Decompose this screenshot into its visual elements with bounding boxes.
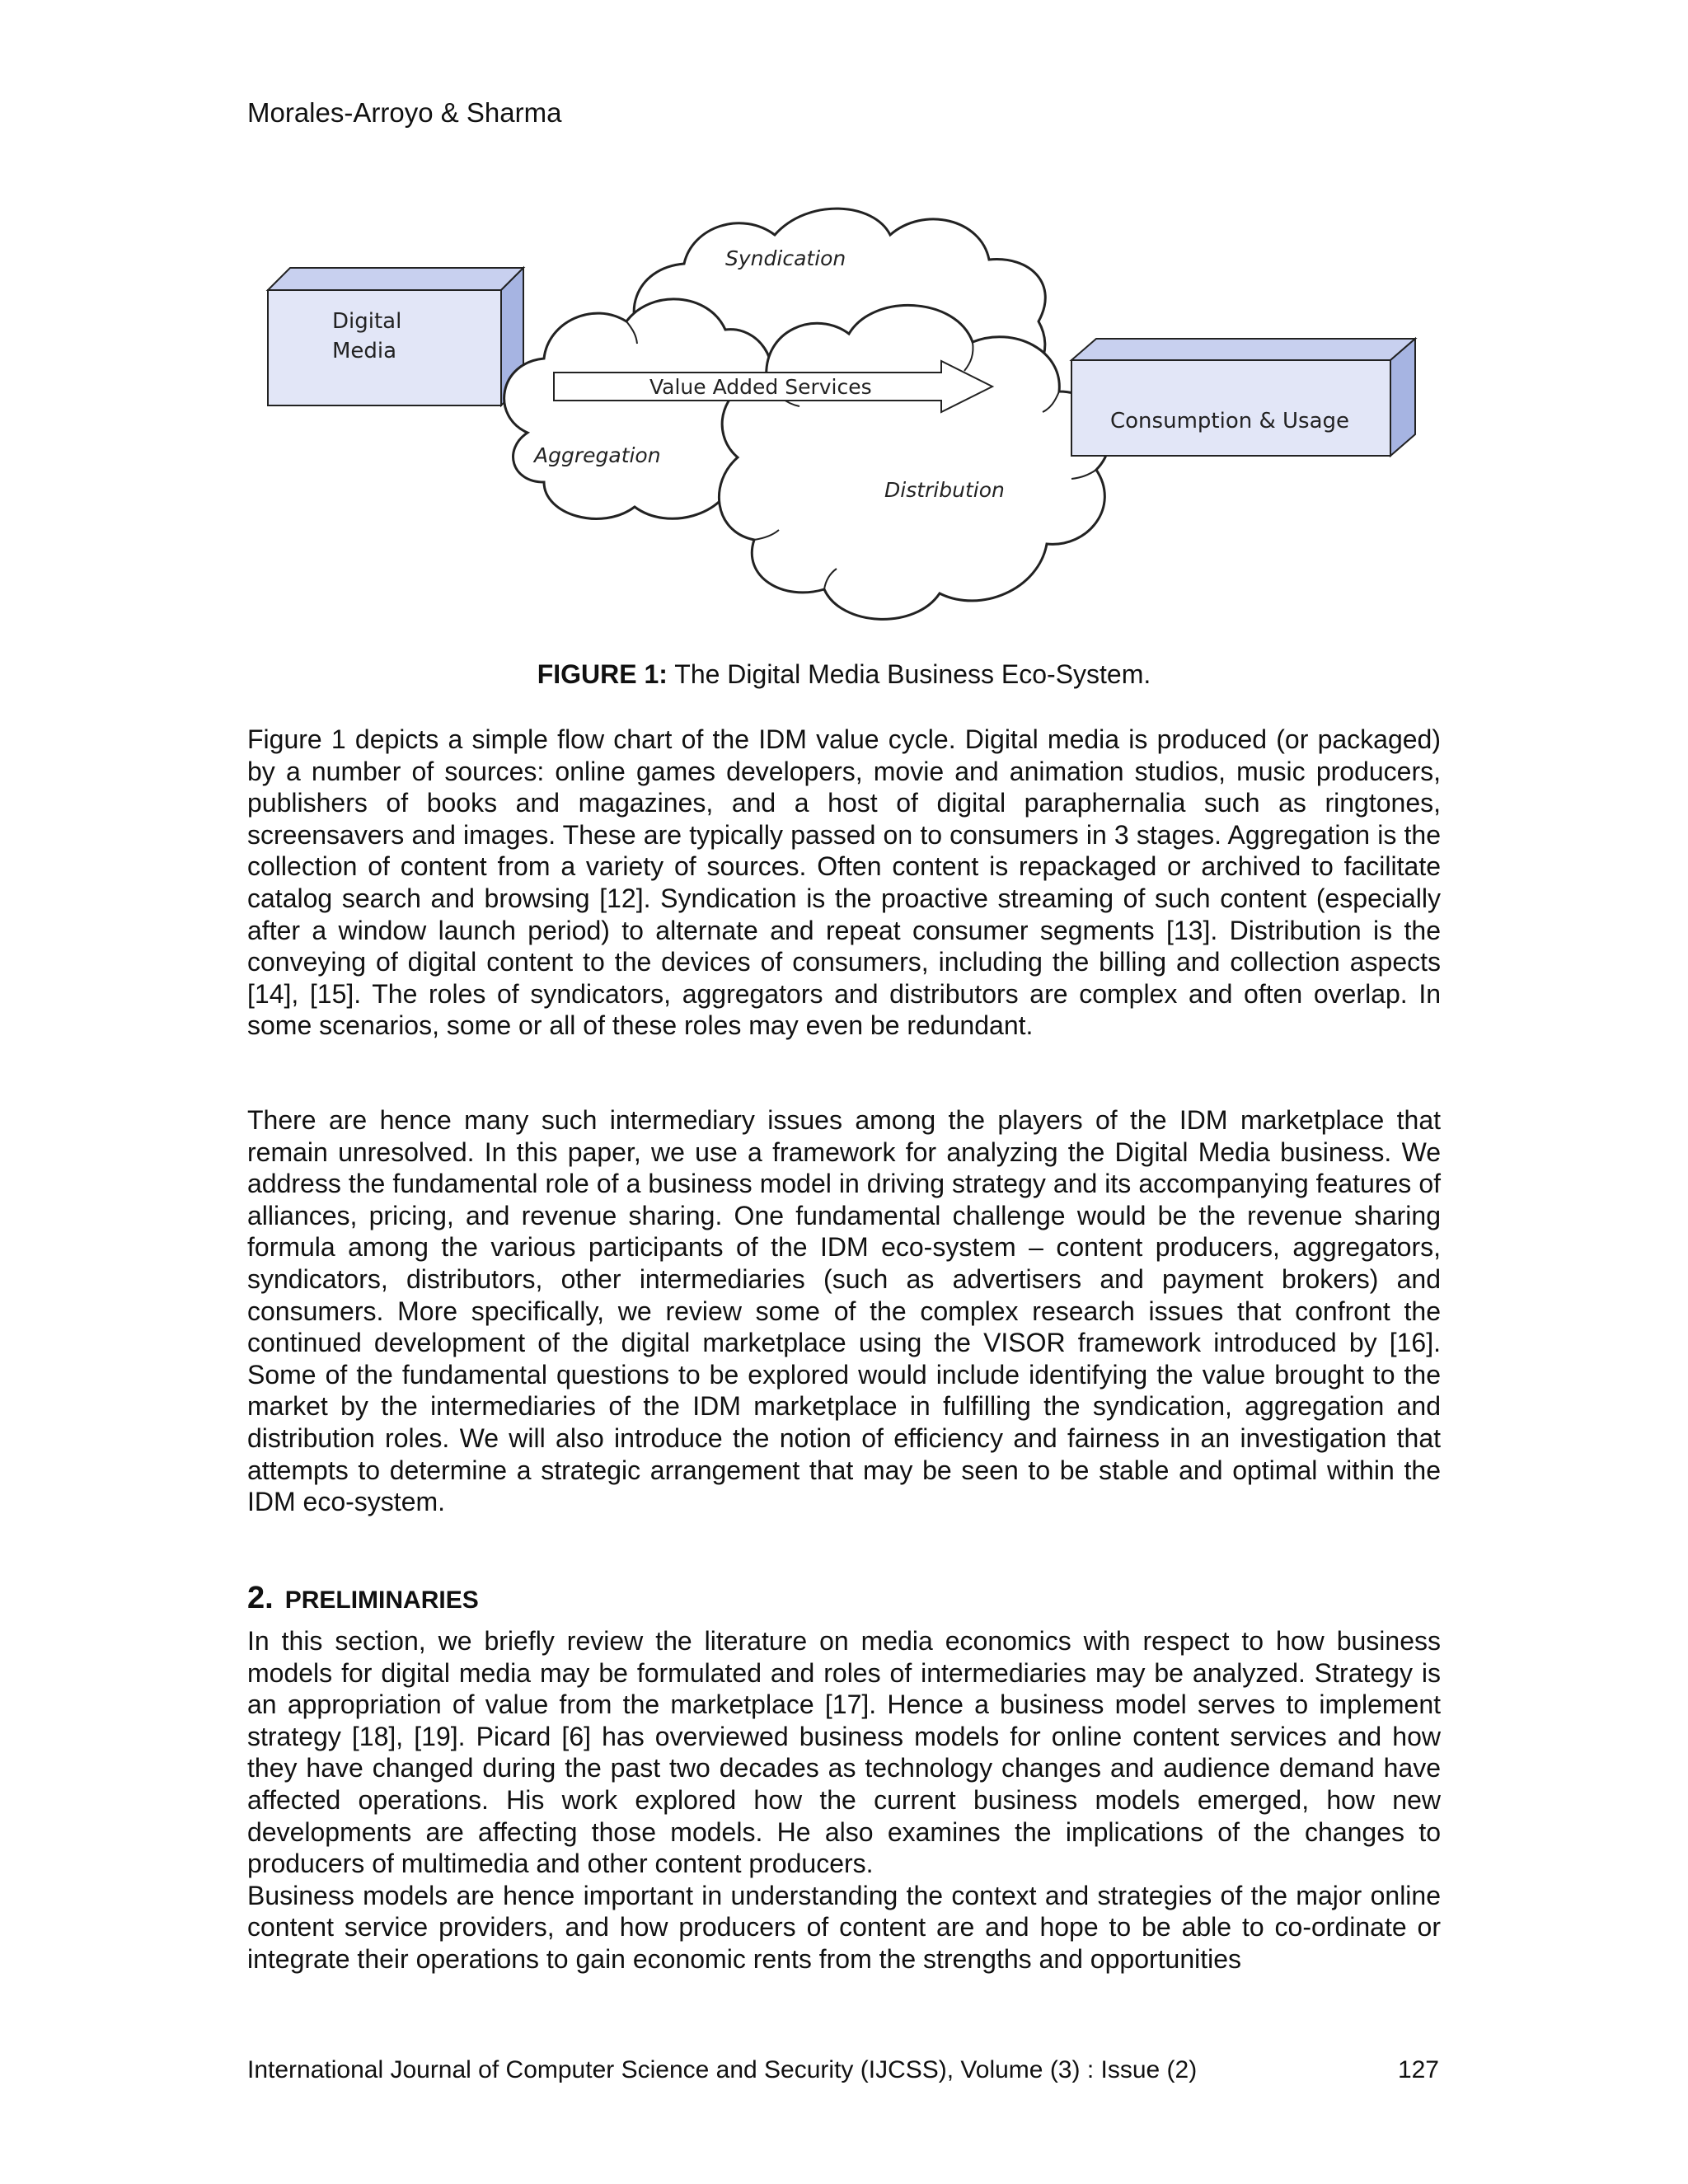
journal-citation: International Journal of Computer Science and Security (IJCSS), Volume (3) : Issue (2)	[247, 2056, 1198, 2083]
running-head: Morales-Arroyo & Sharma	[247, 97, 562, 128]
consumption-usage-box	[1071, 339, 1415, 456]
paragraph-text: There are hence many such intermediary issues among the players of the IDM marketplace that remain unresolved. In this paper, we use a framework for analyzing the Digital Media business. We address the fundamental role of a business model in driving strategy and its accompanying features of alliances, pricing, and revenue sharing. One fundamental challenge would be the revenue sharing formula among the various participants of the IDM eco-system – content producers, aggregators, syndicators, distributors, other intermediaries (such as advertisers and payment brokers) and consumers. More specifically, we review some of the complex research issues that confront the continued development of the digital marketplace using the VISOR framework introduced by [16]. Some of the fundamental questions to be explored would include identifying the value brought to the market by the intermediaries of the IDM marketplace in fulfilling the syndication, aggregation and distribution roles. We will also introduce the notion of efficiency and fairness in an investigation that attempts to determine a strategic arrangement that may be seen to be stable and optimal within the IDM eco-system.	[247, 1105, 1441, 1517]
paragraph-text: Business models are hence important in understanding the context and strategies of the major online content service providers, and how producers of content are and hope to be able to co-ordinate or integrate their operations to gain economic rents from the strengths and opportunities	[247, 1880, 1441, 1974]
syndication-label: Syndication	[725, 246, 846, 270]
paragraph-intermediary-issues	[247, 1104, 1441, 1518]
digital-media-label-line2: Media	[332, 339, 397, 363]
section-title: PRELIMINARIES	[284, 1586, 479, 1614]
page-number: 127	[1397, 2056, 1439, 2083]
eco-system-diagram	[247, 185, 1451, 630]
paragraph-figure-description	[247, 724, 1441, 1042]
value-added-services-label: Value Added Services	[649, 375, 872, 399]
paragraph-text: Figure 1 depicts a simple flow chart of the IDM value cycle. Digital media is produced (or packaged) by a number of sources: online games developers, movie and animation studios, music producers, publishers of books and magazines, and a host of digital paraphernalia such as ringtones, screensavers and images. These are typically passed on to consumers in 3 stages. Aggregation is the collection of content from a variety of sources. Often content is repackaged or archived to facilitate catalog search and browsing [12]. Syndication is the proactive streaming of such content (especially after a window launch period) to alternate and repeat consumer segments [13]. Distribution is the conveying of digital content to the devices of consumers, including the billing and collection aspects [14], [15]. The roles of syndicators, aggregators and distributors are complex and often overlap. In some scenarios, some or all of these roles may even be redundant.	[247, 724, 1441, 1041]
section-heading-preliminaries	[247, 1581, 479, 1616]
section-number: 2.	[247, 1581, 274, 1615]
figure-caption	[0, 659, 1688, 690]
caption-text: The Digital Media Business Eco-System.	[667, 659, 1151, 689]
figure-1	[247, 185, 1451, 630]
consumption-usage-label: Consumption & Usage	[1110, 409, 1350, 434]
section-preliminaries-body	[247, 1625, 1441, 1975]
paragraph-text: In this section, we briefly review the literature on media economics with respect to how business models for digital media may be formulated and roles of intermediaries may be analyzed. Strategy is an appropriation of value from the marketplace [17]. Hence a business model serves to implement strategy [18], [19]. Picard [6] has overviewed business models for online content services and how they have changed during the past two decades as technology changes and audience demand have affected operations. His work explored how the current business models emerged, how new developments are affecting those models. He also examines the implications of the changes to producers of multimedia and other content producers.	[247, 1626, 1441, 1879]
digital-media-box	[268, 268, 523, 405]
caption-label: FIGURE 1:	[537, 659, 668, 689]
aggregation-label: Aggregation	[534, 443, 661, 467]
distribution-cloud	[719, 305, 1109, 619]
digital-media-label-line1: Digital	[332, 309, 402, 334]
distribution-label: Distribution	[884, 478, 1005, 502]
